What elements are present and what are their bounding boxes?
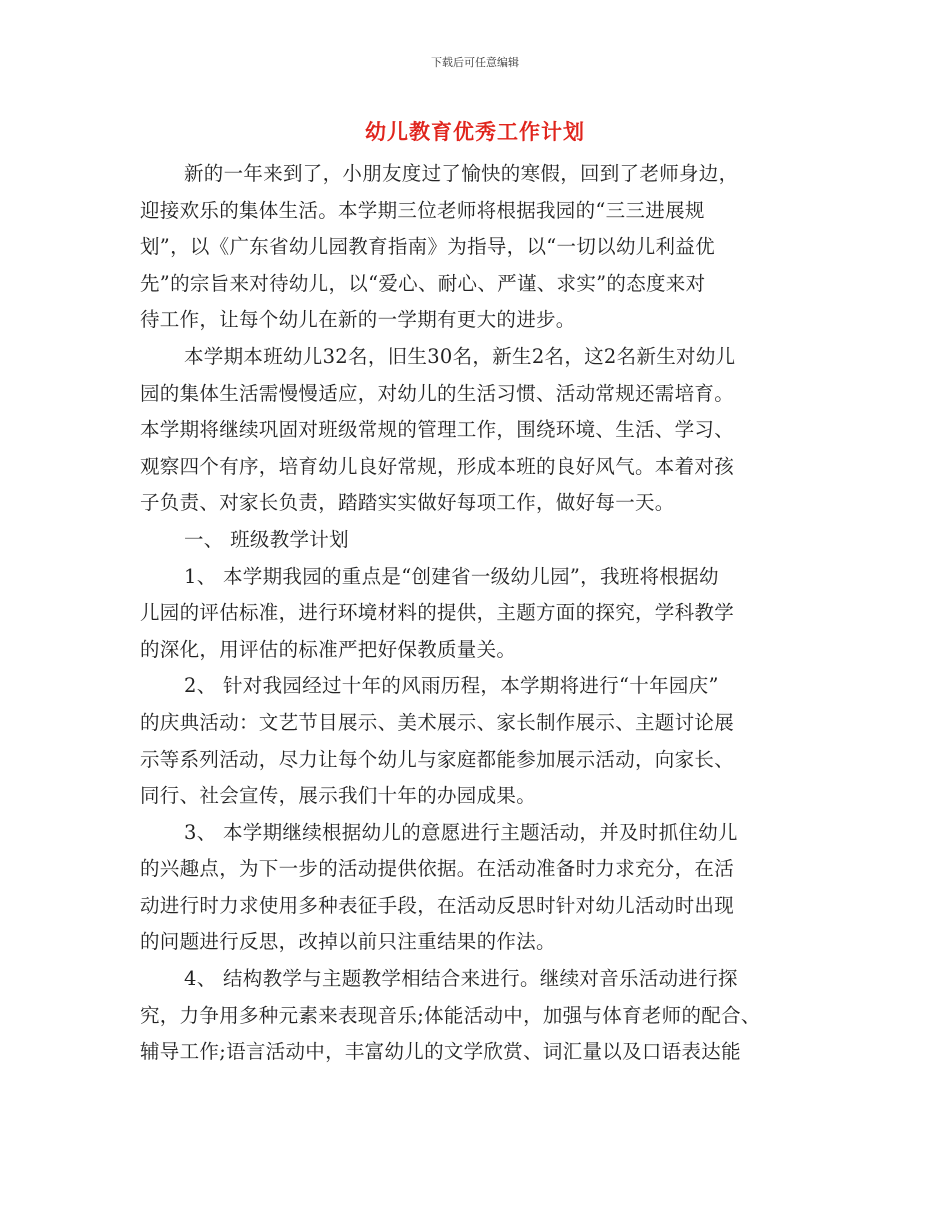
text-line: 动进行时力求使用多种表征手段，在活动反思时针对幼儿活动时出现 bbox=[140, 893, 735, 917]
text-line: 示等系列活动，尽力让每个幼儿与家庭都能参加展示活动，向家长、 bbox=[140, 747, 735, 771]
text-line: 4、 结构教学与主题教学相结合来进行。继续对音乐活动进行探 bbox=[184, 967, 738, 991]
page-header: 下载后可任意编辑 bbox=[431, 56, 519, 69]
text-line: 的庆典活动：文艺节目展示、美术展示、家长制作展示、主题讨论展 bbox=[140, 710, 735, 734]
document-title: 幼儿教育优秀工作计划 bbox=[365, 119, 585, 144]
text-line: 的问题进行反思，改掉以前只注重结果的作法。 bbox=[140, 930, 556, 954]
text-line: 待工作，让每个幼儿在新的一学期有更大的进步。 bbox=[140, 308, 576, 332]
text-line: 本学期本班幼儿32名，旧生30名，新生2名，这2名新生对幼儿 bbox=[184, 344, 736, 368]
text-line: 1、 本学期我园的重点是“创建省一级幼儿园”，我班将根据幼 bbox=[184, 564, 719, 588]
text-line: 同行、社会宣传，展示我们十年的办园成果。 bbox=[140, 784, 537, 808]
text-line: 3、 本学期继续根据幼儿的意愿进行主题活动，并及时抓住幼儿 bbox=[184, 820, 738, 844]
text-line: 子负责、对家长负责，踏踏实实做好每项工作，做好每一天。 bbox=[140, 491, 675, 515]
document-body bbox=[140, 156, 830, 1071]
text-line: 辅导工作;语言活动中，丰富幼儿的文学欣赏、词汇量以及口语表达能 bbox=[140, 1040, 741, 1064]
text-line: 的深化，用评估的标准严把好保教质量关。 bbox=[140, 637, 517, 661]
text-line: 迎接欢乐的集体生活。本学期三位老师将根据我园的“三三进展规 bbox=[140, 198, 705, 222]
text-line: 究，力争用多种元素来表现音乐;体能活动中，加强与体育老师的配合、 bbox=[140, 1003, 761, 1027]
text-line: 本学期将继续巩固对班级常规的管理工作，围绕环境、生活、学习、 bbox=[140, 418, 735, 442]
text-line: 园的集体生活需慢慢适应，对幼儿的生活习惯、活动常规还需培育。 bbox=[140, 381, 735, 405]
text-line: 2、 针对我园经过十年的风雨历程，本学期将进行“十年园庆” bbox=[184, 674, 719, 698]
text-line: 新的一年来到了，小朋友度过了愉快的寒假，回到了老师身边， bbox=[184, 162, 739, 185]
text-line: 一、 班级教学计划 bbox=[184, 527, 349, 551]
text-line: 的兴趣点，为下一步的活动提供依据。在活动准备时力求充分，在活 bbox=[140, 857, 735, 881]
text-line: 划”，以《广东省幼儿园教育指南》为指导，以“一切以幼儿利益优 bbox=[140, 235, 715, 259]
text-line: 先”的宗旨来对待幼儿，以“爱心、耐心、严谨、求实”的态度来对 bbox=[140, 271, 706, 295]
text-line: 儿园的评估标准，进行环境材料的提供，主题方面的探究，学科教学 bbox=[140, 601, 735, 625]
text-line: 观察四个有序，培育幼儿良好常规，形成本班的良好风气。本着对孩 bbox=[140, 454, 735, 478]
